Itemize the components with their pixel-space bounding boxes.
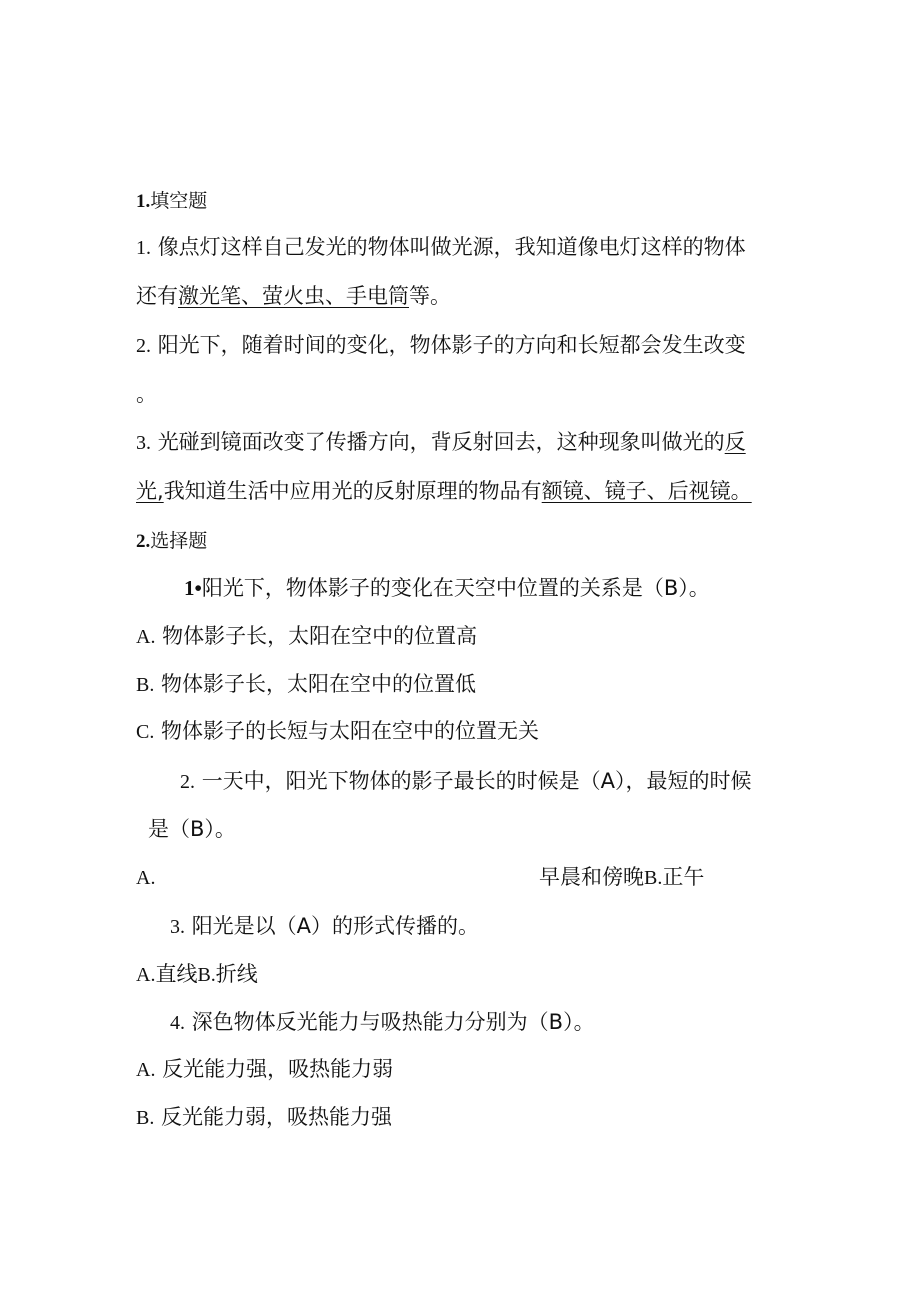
choice-q4-option-a: [136, 1055, 393, 1084]
option-text: 物体影子长，太阳在空中的位置高: [162, 624, 478, 648]
choice-q2-option-a-label: [136, 863, 155, 892]
option-label: B.: [644, 867, 663, 889]
choice-q3-stem: [170, 912, 479, 941]
option-label: B.: [136, 674, 155, 696]
question-text: 是（B）。: [148, 817, 236, 841]
option-text: 直线: [155, 962, 198, 986]
question-number: 2.: [180, 771, 195, 793]
option-text: 早晨和傍晚: [539, 865, 644, 889]
question-text: 阳光下，物体影子的变化在天空中位置的关系是（B）。: [201, 576, 710, 600]
answer-blank: 反: [724, 430, 746, 454]
question-text: 光碰到镜面改变了传播方向，背反射回去，这种现象叫做光的: [157, 430, 725, 454]
fill-q1-line1: [136, 233, 746, 262]
fill-q1-line2: [136, 282, 451, 310]
fill-q3-line2: [136, 477, 752, 505]
question-text: 。: [136, 382, 157, 406]
choice-q1-option-a: [136, 622, 477, 651]
option-text: 反光能力强，吸热能力弱: [162, 1057, 394, 1081]
choice-q2-stem-line2: [148, 815, 236, 843]
question-text: 等。: [409, 284, 451, 308]
option-label: A.: [136, 626, 156, 648]
question-text: 还有: [136, 284, 178, 308]
section-heading-fill-blank: [136, 187, 207, 216]
question-number: 2.: [136, 335, 151, 357]
answer-blank: 激光笔、萤火虫、手电筒: [178, 284, 409, 308]
option-text: 折线: [215, 962, 258, 986]
choice-q1-option-c: [136, 717, 539, 746]
option-text: 物体影子的长短与太阳在空中的位置无关: [161, 719, 540, 743]
option-label: A.: [136, 1059, 156, 1081]
option-label: A.: [136, 867, 156, 889]
section-heading-choice: [136, 527, 207, 556]
question-text: 阳光是以（A）的形式传播的。: [191, 914, 480, 938]
choice-q3-options: [136, 960, 258, 989]
option-label: B.: [197, 964, 216, 986]
choice-q1-stem: [184, 574, 710, 602]
answer-blank: 额镜、镜子、后视镜。: [541, 479, 752, 503]
question-number: 1•: [184, 576, 202, 600]
choice-q2-stem-line1: [180, 767, 752, 796]
section-title: 填空题: [150, 190, 208, 212]
choice-q4-option-b: [136, 1103, 392, 1132]
section-number: 1.: [136, 191, 151, 212]
option-text: 物体影子长，太阳在空中的位置低: [161, 672, 477, 696]
question-number: 4.: [170, 1012, 185, 1034]
question-text: 阳光下，随着时间的变化，物体影子的方向和长短都会发生改变: [157, 333, 746, 357]
question-text: 我知道生活中应用光的反射原理的物品有: [163, 479, 542, 503]
question-number: 1.: [136, 237, 151, 259]
choice-q4-stem: [170, 1008, 595, 1037]
choice-q1-option-b: [136, 670, 476, 699]
fill-q3-line1: [136, 428, 746, 457]
fill-q2-line1: [136, 331, 746, 360]
option-label: A.: [136, 964, 156, 986]
answer-blank: 光,: [136, 479, 164, 503]
section-number: 2.: [136, 531, 151, 552]
fill-q2-line2: [136, 380, 157, 408]
option-label: C.: [136, 721, 155, 743]
question-text: 一天中，阳光下物体的影子最长的时候是（A），最短的时候: [201, 769, 752, 793]
choice-q2-options: [539, 863, 704, 892]
option-label: B.: [136, 1107, 155, 1129]
section-title: 选择题: [150, 530, 208, 552]
question-text: 深色物体反光能力与吸热能力分别为（B）。: [191, 1010, 595, 1034]
question-text: 像点灯这样自己发光的物体叫做光源，我知道像电灯这样的物体: [157, 235, 746, 259]
option-text: 正午: [662, 865, 705, 889]
option-text: 反光能力弱，吸热能力强: [161, 1105, 393, 1129]
question-number: 3.: [136, 432, 151, 454]
question-number: 3.: [170, 916, 185, 938]
